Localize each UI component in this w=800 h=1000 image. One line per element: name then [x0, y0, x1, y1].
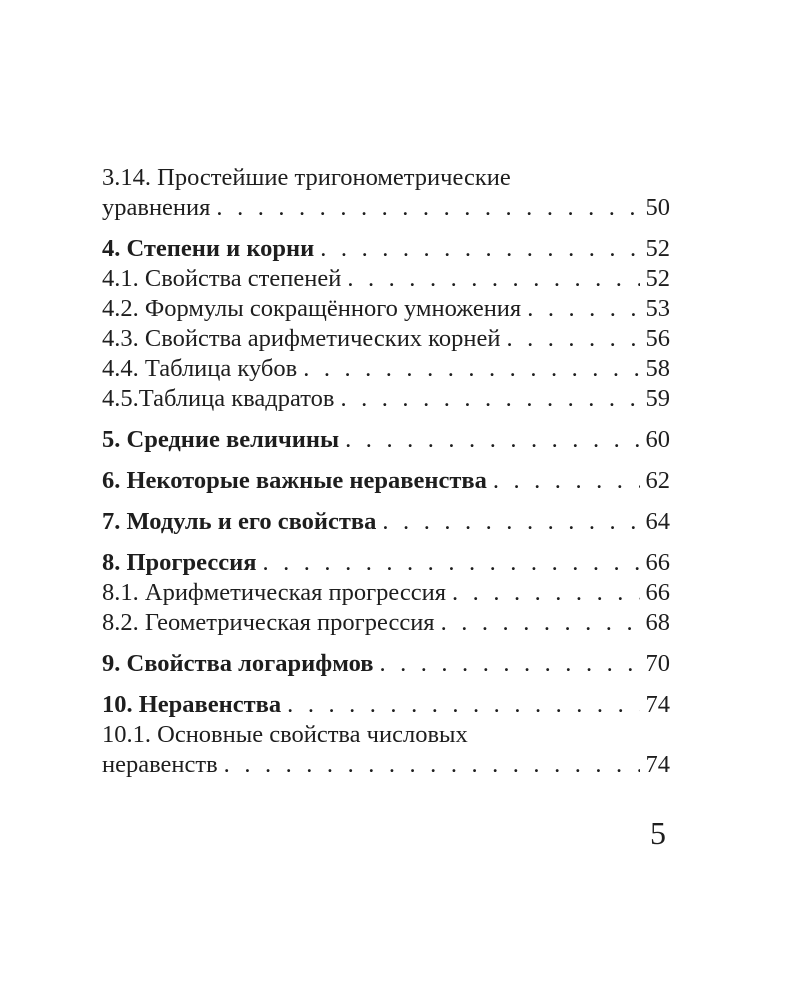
toc-entry-title: неравенств — [102, 751, 218, 778]
toc-entry-4-2[interactable] — [102, 294, 670, 324]
dot-leader — [297, 354, 639, 384]
dot-leader — [341, 264, 639, 294]
toc-entry-title: 8. Прогрессия — [102, 549, 257, 576]
toc-page-number: 58 — [645, 355, 670, 382]
toc-page-number: 62 — [645, 467, 670, 494]
dot-leader — [487, 466, 640, 496]
toc-entry-title: 6. Некоторые важные неравенства — [102, 467, 487, 494]
dot-leader — [314, 234, 639, 264]
dot-leader — [256, 548, 639, 578]
toc-entry-title: 10. Неравенства — [102, 691, 282, 718]
toc-entry-5[interactable] — [102, 425, 670, 455]
toc-page-number: 74 — [645, 691, 670, 718]
toc-page-number: 52 — [645, 235, 670, 262]
toc-page-number: 50 — [645, 194, 670, 221]
toc-page-number: 74 — [645, 751, 670, 778]
toc-page-number: 53 — [645, 295, 670, 322]
toc-entry-title: 4.4. Таблица кубов — [102, 355, 298, 382]
toc-page-number: 68 — [645, 609, 670, 636]
dot-leader — [281, 690, 639, 720]
toc-entry-7[interactable] — [102, 507, 670, 537]
toc-entry-6[interactable] — [102, 466, 670, 496]
toc-entry-title: 5. Средние величины — [102, 426, 340, 453]
toc-entry-4-3[interactable] — [102, 324, 670, 354]
toc-entry-title: 8.2. Геометрическая прогрессия — [102, 609, 435, 636]
toc-entry-3-14[interactable] — [102, 163, 670, 223]
dot-leader — [339, 425, 639, 455]
toc-page-number: 64 — [645, 508, 670, 535]
toc-entry-title: 4.3. Свойства арифметических корней — [102, 325, 501, 352]
toc-entry-title-line: 10.1. Основные свойства числовых — [102, 721, 468, 748]
toc-page-number: 66 — [645, 579, 670, 606]
dot-leader — [500, 324, 639, 354]
toc-entry-8-2[interactable] — [102, 608, 670, 638]
page-number: 5 — [650, 815, 666, 851]
dot-leader — [376, 507, 639, 537]
toc-entry-4-5[interactable] — [102, 384, 670, 414]
dot-leader — [373, 649, 639, 679]
toc-entry-title: 4.1. Свойства степеней — [102, 265, 342, 292]
toc-entry-4[interactable] — [102, 234, 670, 264]
toc-entry-title: 9. Свойства логарифмов — [102, 650, 374, 677]
toc-entry-title: 4. Степени и корни — [102, 235, 315, 262]
toc-entry-title: 4.5.Таблица квадратов — [102, 385, 335, 412]
toc-entry-title: 4.2. Формулы сокращённого умножения — [102, 295, 522, 322]
toc-entry-10[interactable] — [102, 690, 670, 720]
toc-entry-8-1[interactable] — [102, 578, 670, 608]
toc-entry-8[interactable] — [102, 548, 670, 578]
dot-leader — [210, 193, 639, 223]
toc-page-number: 66 — [645, 549, 670, 576]
toc-entry-title-line: 3.14. Простейшие тригонометрические — [102, 164, 511, 191]
toc-entry-4-1[interactable] — [102, 264, 670, 294]
toc-entry-title: 7. Модуль и его свойства — [102, 508, 377, 535]
dot-leader — [521, 294, 639, 324]
dot-leader — [435, 608, 640, 638]
toc-entry-title: уравнения — [102, 194, 211, 221]
toc-page-number: 60 — [645, 426, 670, 453]
dot-leader — [218, 750, 640, 780]
toc-entry-title: 8.1. Арифметическая прогрессия — [102, 579, 447, 606]
toc-entry-9[interactable] — [102, 649, 670, 679]
toc-page-number: 59 — [645, 385, 670, 412]
toc-page-number: 52 — [645, 265, 670, 292]
table-of-contents — [102, 163, 670, 780]
toc-page-number: 56 — [645, 325, 670, 352]
toc-entry-10-1[interactable] — [102, 720, 670, 780]
dot-leader — [446, 578, 639, 608]
toc-entry-4-4[interactable] — [102, 354, 670, 384]
dot-leader — [334, 384, 639, 414]
toc-page-number: 70 — [645, 650, 670, 677]
